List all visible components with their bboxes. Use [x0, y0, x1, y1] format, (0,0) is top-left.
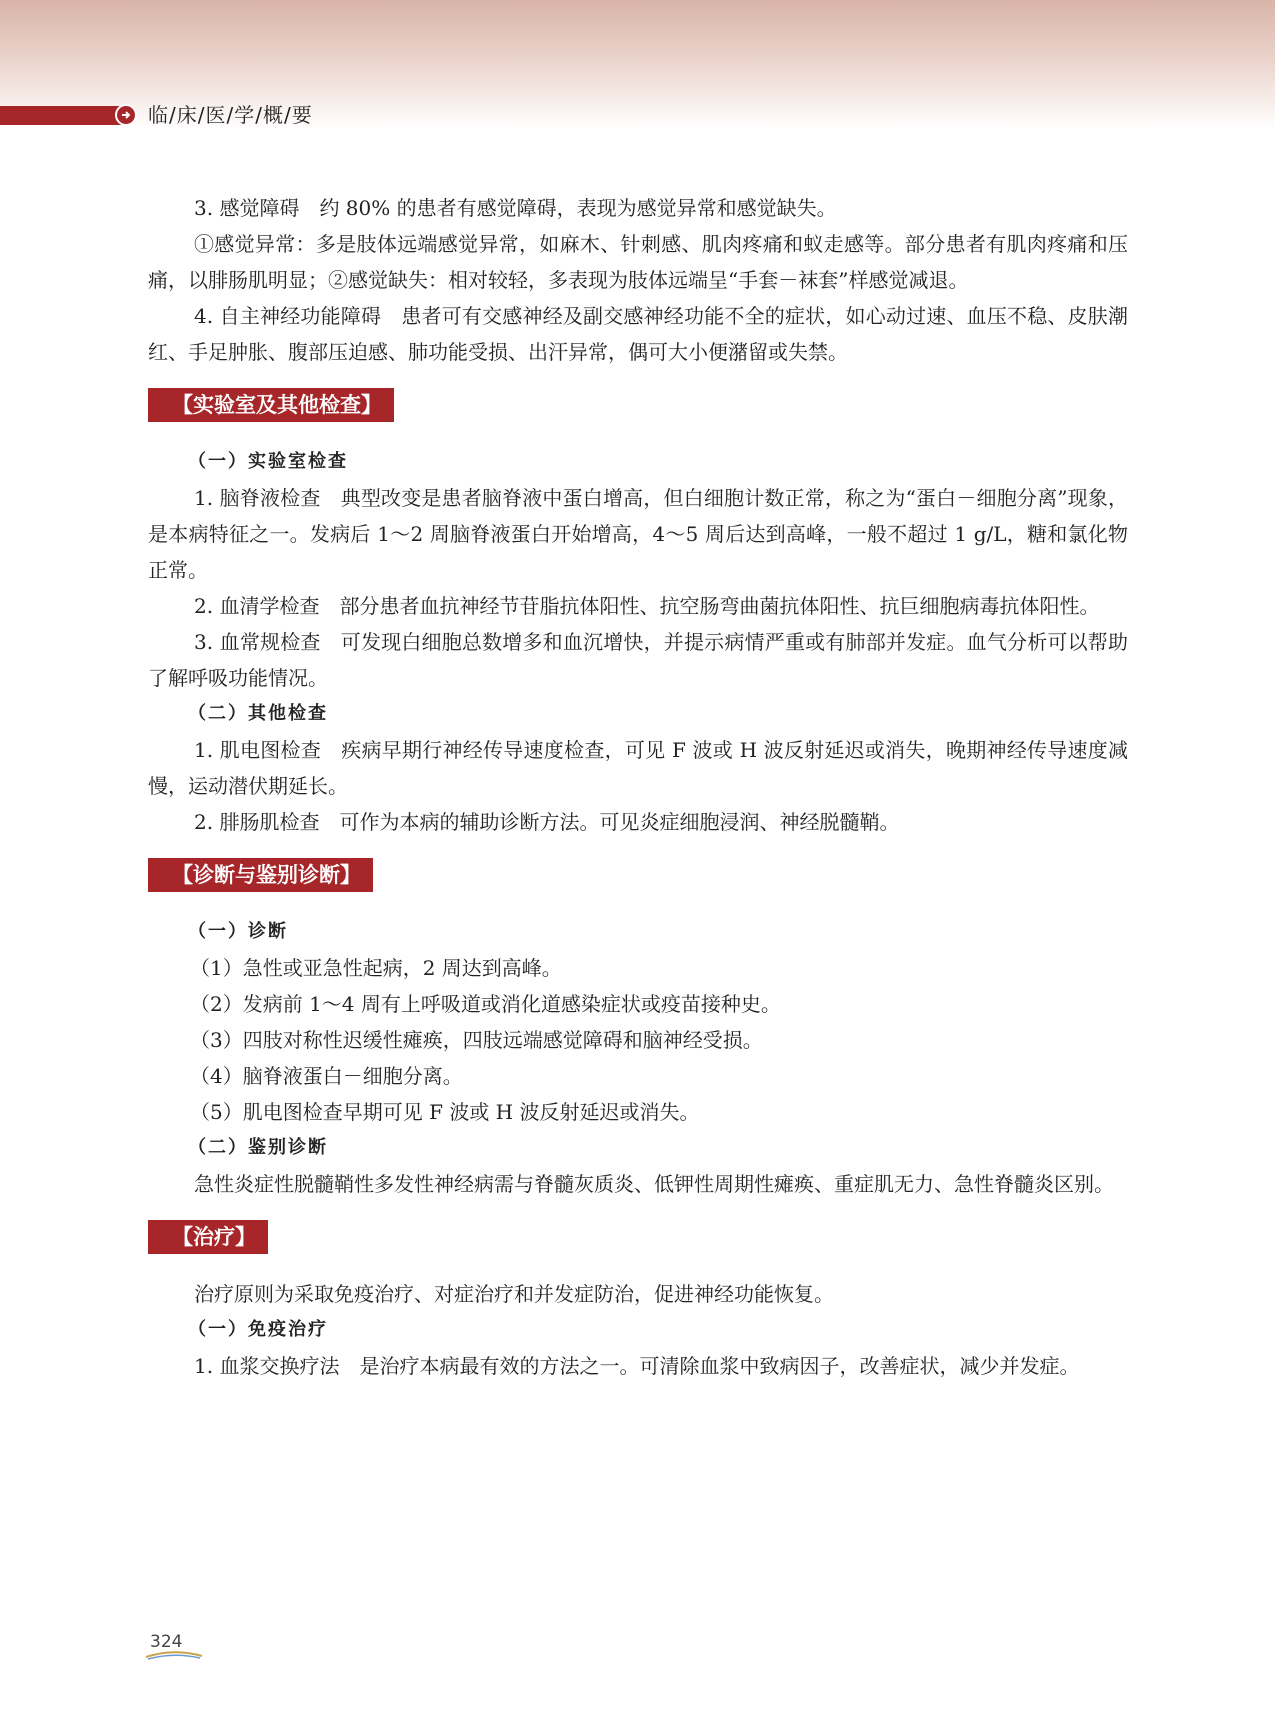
header-bar [0, 106, 126, 125]
section-heading-lab: 【实验室及其他检查】 [148, 388, 394, 422]
paragraph: 3. 感觉障碍 约 80% 的患者有感觉障碍，表现为感觉异常和感觉缺失。 [194, 196, 837, 220]
subheading: （一）免疫治疗 [188, 1319, 328, 1340]
list-item: （3）四肢对称性迟缓性瘫痪，四肢远端感觉障碍和脑神经受损。 [190, 1028, 763, 1052]
list-item: （1）急性或亚急性起病，2 周达到高峰。 [190, 956, 562, 980]
paragraph: 2. 腓肠肌检查 可作为本病的辅助诊断方法。可见炎症细胞浸润、神经脱髓鞘。 [194, 810, 900, 834]
list-item: （2）发病前 1～4 周有上呼吸道或消化道感染症状或疫苗接种史。 [190, 992, 781, 1016]
subheading: （一）诊断 [188, 921, 288, 942]
subheading: （二）鉴别诊断 [188, 1137, 328, 1158]
paragraph: ①感觉异常：多是肢体远端感觉异常，如麻木、针刺感、肌肉疼痛和蚁走感等。部分患者有肌肉疼痛和压痛，以腓肠肌明显；②感觉缺失：相对较轻，多表现为肢体远端呈“手套－袜套”样感觉减退。 [148, 232, 1128, 292]
paragraph: 1. 脑脊液检查 典型改变是患者脑脊液中蛋白增高，但白细胞计数正常，称之为“蛋白－细胞分离”现象，是本病特征之一。发病后 1～2 周脑脊液蛋白开始增高，4～5 周后达到高峰，一般不超过 1 g/L，糖和氯化物正常。 [148, 486, 1128, 582]
page-number: 324 [150, 1632, 183, 1652]
section-heading-treatment: 【治疗】 [148, 1220, 268, 1254]
list-item: （5）肌电图检查早期可见 F 波或 H 波反射延迟或消失。 [190, 1100, 700, 1124]
paragraph: 1. 肌电图检查 疾病早期行神经传导速度检查，可见 F 波或 H 波反射延迟或消失，晚期神经传导速度减慢，运动潜伏期延长。 [148, 738, 1128, 798]
arrow-right-icon [115, 104, 137, 126]
section-heading-diagnosis: 【诊断与鉴别诊断】 [148, 858, 373, 892]
paragraph: 4. 自主神经功能障碍 患者可有交感神经及副交感神经功能不全的症状，如心动过速、血压不稳、皮肤潮红、手足肿胀、腹部压迫感、肺功能受损、出汗异常，偶可大小便潴留或失禁。 [148, 304, 1128, 364]
subheading: （一）实验室检查 [188, 451, 348, 472]
list-item: （4）脑脊液蛋白－细胞分离。 [190, 1064, 463, 1088]
paragraph: 治疗原则为采取免疫治疗、对症治疗和并发症防治，促进神经功能恢复。 [194, 1282, 834, 1306]
subheading: （二）其他检查 [188, 703, 328, 724]
paragraph: 3. 血常规检查 可发现白细胞总数增多和血沉增快，并提示病情严重或有肺部并发症。血气分析可以帮助了解呼吸功能情况。 [148, 630, 1128, 690]
paragraph: 1. 血浆交换疗法 是治疗本病最有效的方法之一。可清除血浆中致病因子，改善症状，减少并发症。 [194, 1354, 1080, 1378]
paragraph: 2. 血清学检查 部分患者血抗神经节苷脂抗体阳性、抗空肠弯曲菌抗体阳性、抗巨细胞病毒抗体阳性。 [194, 594, 1100, 618]
page-content [148, 190, 1128, 1384]
book-title: 临/床/医/学/概/要 [148, 103, 313, 127]
paragraph: 急性炎症性脱髓鞘性多发性神经病需与脊髓灰质炎、低钾性周期性瘫痪、重症肌无力、急性脊髓炎区别。 [194, 1172, 1114, 1196]
page-swoosh-icon [144, 1650, 204, 1660]
